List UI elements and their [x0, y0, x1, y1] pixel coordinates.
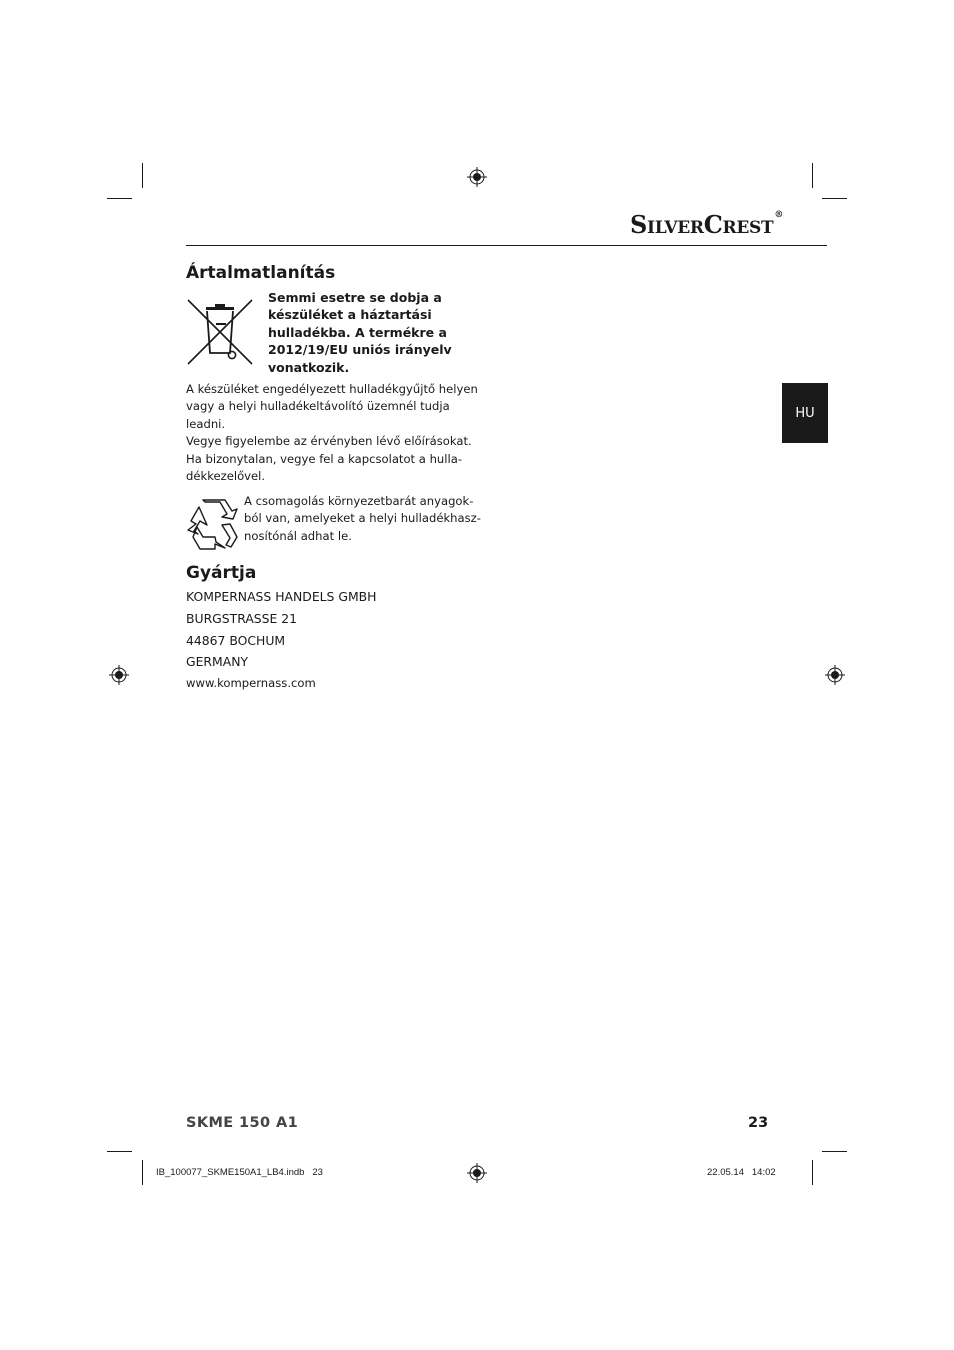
- disposal-paragraph: [186, 381, 486, 485]
- registration-mark-icon: [467, 1163, 487, 1183]
- text-line: vagy a helyi hulladékeltávolító üzemnél tudja leadni.: [186, 399, 450, 431]
- text-line: Vegye figyelembe az érvényben lévő előírásokat.: [186, 434, 472, 449]
- text-line: Ha bizonytalan, vegye fel a kapcsolatot a hulla-: [186, 451, 463, 466]
- manufacturer-heading: Gyártja: [186, 563, 257, 583]
- text-line: A készüléket engedélyezett hulladékgyűjtő helyen: [186, 382, 478, 396]
- crop-mark: [822, 198, 847, 199]
- crop-mark: [142, 1160, 143, 1185]
- language-tab-label: HU: [795, 405, 815, 421]
- crop-mark: [812, 1160, 813, 1185]
- header-rule: [186, 245, 827, 246]
- text-line: nosítónál adhat le.: [244, 528, 352, 543]
- registration-mark-icon: [109, 665, 129, 685]
- text-line: dékkezelővel.: [186, 469, 266, 484]
- print-slug-file: IB_100077_SKME150A1_LB4.indb 23: [156, 1167, 323, 1178]
- crossed-out-bin-icon: [185, 297, 255, 367]
- manufacturer-city: 44867 BOCHUM: [186, 633, 286, 648]
- crop-mark: [822, 1151, 847, 1152]
- text-line: ból van, amelyeket a helyi hulladékhasz-: [244, 511, 481, 526]
- manufacturer-website: www.kompernass.com: [186, 676, 316, 690]
- recycling-icon: [185, 497, 240, 552]
- packaging-paragraph: [244, 493, 484, 545]
- language-tab: [782, 383, 828, 443]
- manufacturer-street: BURGSTRASSE 21: [186, 611, 298, 626]
- crop-mark: [107, 1151, 132, 1152]
- disposal-warning: Semmi esetre se dobja a készüléket a háztartási hulladékba. A termékre a 2012/19/EU uniós irányelv vonatkozik.: [268, 290, 452, 375]
- registration-mark-icon: [825, 665, 845, 685]
- crop-mark: [812, 163, 813, 188]
- manufacturer-name: KOMPERNASS HANDELS GMBH: [186, 589, 377, 604]
- registration-mark-icon: [467, 167, 487, 187]
- page-number: 23: [748, 1115, 769, 1131]
- crop-mark: [107, 198, 132, 199]
- text-line: A csomagolás környezetbarát anyagok-: [244, 494, 474, 508]
- model-number: SKME 150 A1: [186, 1115, 299, 1131]
- manufacturer-country: GERMANY: [186, 654, 249, 669]
- print-slug-date: 22.05.14 14:02: [707, 1167, 776, 1178]
- disposal-heading: Ártalmatlanítás: [186, 263, 336, 283]
- silvercrest-logo: SILVERCREST®: [630, 210, 784, 239]
- crop-mark: [142, 163, 143, 188]
